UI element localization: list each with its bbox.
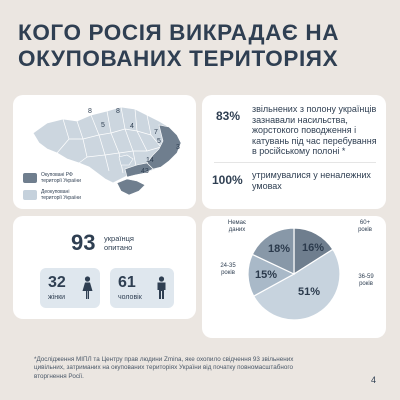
stat-text-violence (252, 104, 384, 157)
map-crimea (117, 179, 145, 195)
legend-occupied-label: Окуповані РФ території України (41, 172, 81, 184)
region-count-4: 4 (130, 123, 134, 130)
region-count-7: 3 (176, 144, 180, 151)
region-count-9: 43 (141, 168, 149, 175)
total-surveyed-count: 93 (71, 230, 96, 255)
stat-line: катувань під час перебування (252, 135, 377, 146)
legend-occupied-swatch (23, 173, 37, 183)
title-line-1: КОГО РОСІЯ ВИКРАДАЄ НА (18, 20, 340, 45)
pie-label-60plus (352, 220, 378, 233)
map-card (13, 95, 196, 209)
footnote-line: вторгнення Росії. (34, 372, 84, 380)
man-icon (156, 276, 167, 300)
stat-text-conditions (252, 170, 384, 191)
stat-line: в російському полоні * (252, 146, 346, 156)
pie-pct-no-data: 18% (268, 243, 291, 255)
pie-label-line: 24-35 (220, 263, 236, 269)
footnote (34, 356, 364, 381)
pie-label-24-35 (214, 263, 242, 276)
region-count-5: 7 (154, 129, 158, 136)
stat-line: умовах (252, 180, 282, 191)
women-label: жінки (48, 294, 66, 301)
pie-card (202, 216, 386, 338)
pie-pct-36-59: 51% (298, 286, 321, 298)
woman-icon (82, 276, 93, 300)
men-label: чоловік (118, 294, 142, 301)
pie-label-line: років (221, 269, 235, 276)
page-number: 4 (371, 375, 377, 385)
footnote-line: цивільних, затриманих на окупованих територіях України від початку повномасштабного (34, 364, 293, 372)
legend-deoccupied-swatch (23, 190, 37, 200)
stat-line: жорстокого поводження і (252, 125, 357, 135)
stat-pct-conditions: 100% (212, 173, 243, 187)
region-count-2: 8 (116, 108, 120, 115)
women-count: 32 (48, 274, 66, 291)
region-count-8: 14 (146, 157, 154, 164)
stat-line: звільнених з полону українців (252, 104, 377, 114)
men-box (110, 268, 174, 308)
pie-label-line: 60+ (359, 220, 371, 226)
pie-label-line: Немає (227, 220, 247, 226)
total-surveyed-label (104, 234, 134, 252)
pie-label-line: 36-59 (358, 274, 374, 280)
people-card (13, 216, 196, 319)
page-title (18, 20, 388, 72)
total-label-line: опитано (104, 243, 133, 252)
total-label-line: українця (104, 234, 134, 243)
footnote-line: *Дослідження МІПЛ та Центру прав людини Zmina, яке охопило свідчення 93 звільнених (34, 356, 294, 363)
pie-pct-24-35: 15% (255, 269, 278, 281)
title-line-2: ОКУПОВАНИХ ТЕРИТОРІЯХ (18, 46, 339, 71)
pie-label-no-data (222, 220, 252, 233)
pie-label-line: даних (228, 226, 246, 233)
region-count-1: 8 (88, 108, 92, 115)
region-count-6: 5 (157, 138, 161, 145)
stat-line: зазнавали насильства, (252, 114, 348, 125)
stat-line: утримувалися у неналежних (252, 170, 371, 180)
stats-divider (214, 162, 376, 163)
men-count: 61 (118, 274, 136, 291)
stat-pct-violence: 83% (216, 109, 241, 123)
women-box (40, 268, 100, 308)
region-count-3: 5 (101, 122, 105, 129)
legend-deoccupied-label: Деокуповані території України (41, 189, 81, 201)
stats-card (202, 95, 386, 209)
pie-label-line: років (358, 226, 372, 233)
pie-label-36-59 (352, 274, 380, 287)
pie-label-line: років (359, 280, 373, 287)
pie-pct-60plus: 16% (302, 242, 325, 254)
